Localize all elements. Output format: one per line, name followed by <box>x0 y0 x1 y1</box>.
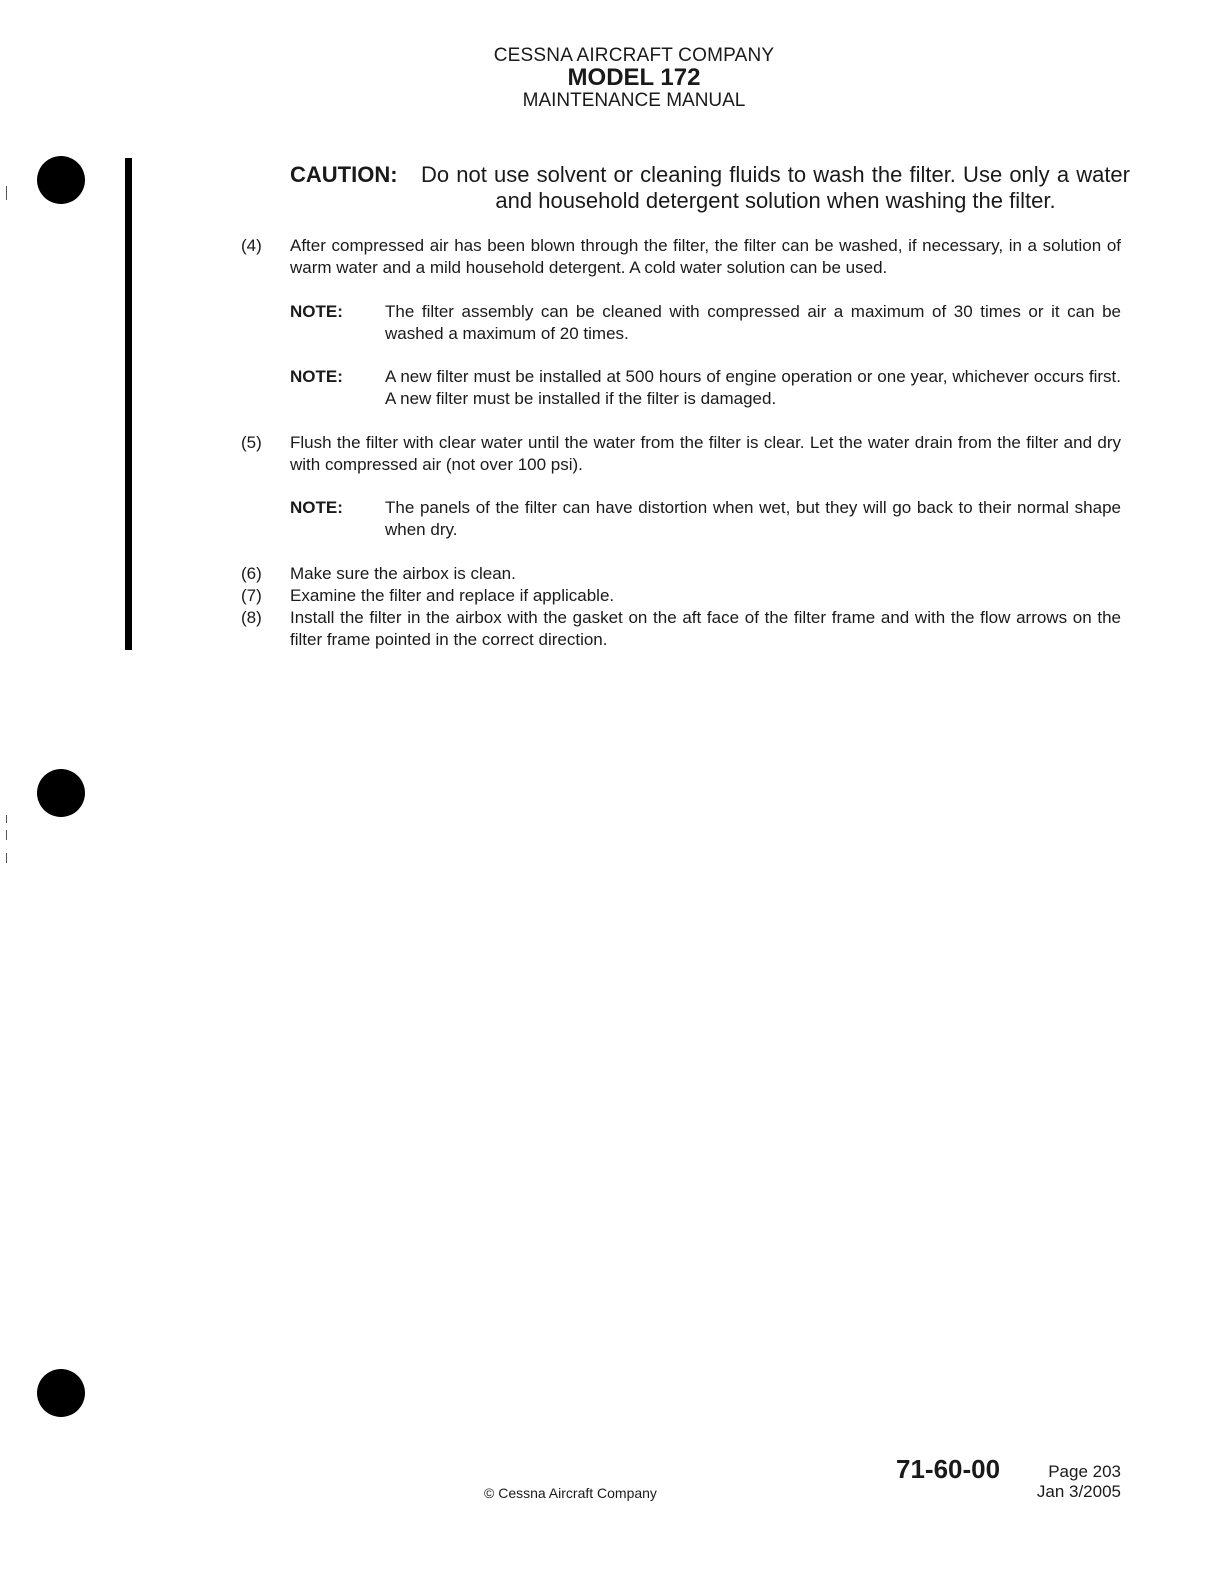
caution-text: Do not use solvent or cleaning fluids to wash the filter. Use only a water and household detergent solution when washing the filter. <box>421 162 1130 213</box>
note-label: NOTE: <box>290 367 343 386</box>
note-text: The panels of the filter can have distortion when wet, but they will go back to their normal shape when dry. <box>385 498 1121 539</box>
note-label: NOTE: <box>290 302 343 321</box>
margin-tick <box>6 830 7 840</box>
step-text: Make sure the airbox is clean. <box>290 564 516 583</box>
revision-change-bar <box>125 158 132 650</box>
note-text: A new filter must be installed at 500 hours of engine operation or one year, whichever occurs first. A new filter must be installed if the filter is damaged. <box>385 367 1121 408</box>
page-header <box>0 46 1228 110</box>
step-4 <box>241 235 1121 279</box>
model-title: MODEL 172 <box>567 64 701 91</box>
note-3 <box>290 497 1121 541</box>
binder-hole-top <box>37 156 85 204</box>
company-name: CESSNA AIRCRAFT COMPANY <box>493 45 775 66</box>
page-number: Page 203 <box>1048 1462 1121 1481</box>
step-number: (5) <box>241 433 262 452</box>
step-number: (7) <box>241 586 262 605</box>
note-1 <box>290 301 1121 345</box>
caution-block <box>290 162 1130 214</box>
margin-tick <box>6 853 7 863</box>
section-code: 71-60-00 <box>896 1454 1001 1484</box>
binder-hole-bottom <box>37 1369 85 1417</box>
step-text: Install the filter in the airbox with the gasket on the aft face of the filter frame and with the flow arrows on the filter frame pointed in the correct direction. <box>290 608 1121 649</box>
page-info <box>1037 1462 1121 1502</box>
margin-tick <box>6 186 7 200</box>
margin-tick <box>6 815 7 823</box>
revision-date: Jan 3/2005 <box>1036 1482 1121 1501</box>
footer-copyright: © Cessna Aircraft Company <box>484 1485 657 1501</box>
note-text: The filter assembly can be cleaned with compressed air a maximum of 30 times or it can be washed a maximum of 20 times. <box>385 302 1121 343</box>
step-5 <box>241 432 1121 476</box>
step-text: Examine the filter and replace if applicable. <box>290 586 615 605</box>
step-8 <box>241 607 1121 651</box>
caution-label: CAUTION: <box>290 162 398 187</box>
binder-hole-middle <box>37 769 85 817</box>
note-label: NOTE: <box>290 498 343 517</box>
step-text: Flush the filter with clear water until the water from the filter is clear. Let the water drain from the filter and dry with compressed air (not over 100 psi). <box>290 433 1121 474</box>
step-7 <box>241 585 1121 607</box>
step-number: (6) <box>241 564 262 583</box>
note-2 <box>290 366 1121 410</box>
step-number: (8) <box>241 608 262 627</box>
step-text: After compressed air has been blown through the filter, the filter can be washed, if necessary, in a solution of warm water and a mild household detergent. A cold water solution can be used. <box>290 236 1121 277</box>
step-number: (4) <box>241 236 262 255</box>
step-6 <box>241 563 1121 585</box>
manual-title: MAINTENANCE MANUAL <box>522 90 746 111</box>
